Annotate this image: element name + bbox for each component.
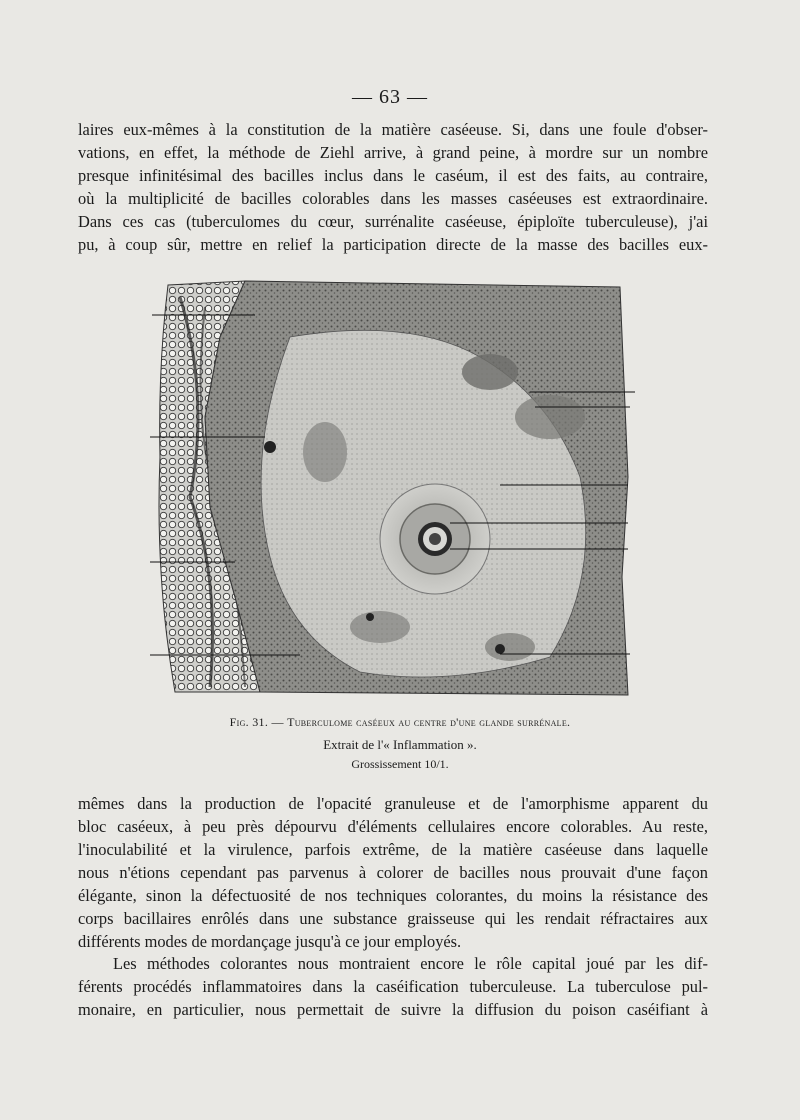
- text-line: nous n'étions cependant pas parvenus à colorer de bacilles nous prouvait d'une façon: [78, 863, 708, 882]
- figure-caption: [130, 713, 670, 731]
- text-line: l'inoculabilité et la virulence, parfois extrême, de la matière caséeuse dans laquelle: [78, 840, 708, 859]
- text-line: laires eux-mêmes à la constitution de la matière caséeuse. Si, dans une foule d'obser-: [78, 120, 708, 139]
- text-line: où la multiplicité de bacilles colorables dans les masses caséeuses est extraordinaire.: [78, 189, 708, 208]
- text-line: pu, à coup sûr, mettre en relief la participation directe de la masse des bacilles eux-: [78, 235, 708, 254]
- figure-source: Extrait de l'« Inflammation ».: [323, 737, 477, 752]
- text-line: férents procédés inflammatoires dans la caséification tuberculeuse. La tuberculose pul-: [78, 977, 708, 996]
- page-number: — 63 —: [352, 86, 428, 108]
- histology-illustration: [150, 277, 635, 697]
- text-line: Dans ces cas (tuberculomes du cœur, surrénalite caséeuse, épiploïte tuberculeuse), j'ai: [78, 212, 708, 231]
- histology-figure: [150, 277, 635, 697]
- text-line: corps bacillaires enrôlés dans une substance graisseuse qui les rendait réfractaires aux: [78, 909, 708, 928]
- text-line: Les méthodes colorantes nous montraient encore le rôle capital joué par les dif-: [113, 954, 708, 973]
- text-line: presque infinitésimal des bacilles inclus dans le caséum, il est des faits, au contraire,: [78, 166, 708, 185]
- text-line: vations, en effet, la méthode de Ziehl arrive, à grand peine, à mordre sur un nombre: [78, 143, 708, 162]
- figure-magnification: Grossissement 10/1.: [351, 757, 449, 771]
- text-line: mêmes dans la production de l'opacité granuleuse et de l'amorphisme apparent du: [78, 794, 708, 813]
- paragraph-1: [78, 118, 708, 256]
- text-line: monaire, en particulier, nous permettait de suivre la diffusion du poison caséifiant à: [78, 1000, 708, 1019]
- text-line: différents modes de mordançage jusqu'à ce jour employés.: [78, 932, 462, 951]
- figure-title: Tuberculome caséeux au centre d'une glande surrénale.: [287, 715, 571, 729]
- paragraph-3: [78, 952, 708, 1021]
- figure-label: Fig. 31. —: [229, 715, 284, 729]
- paragraph-2: [78, 792, 708, 953]
- text-line: élégante, sinon la défectuosité de nos techniques colorantes, du moins la résistance des: [78, 886, 708, 905]
- text-line: bloc caséeux, à peu près dépourvu d'éléments cellulaires encore colorables. Au reste,: [78, 817, 708, 836]
